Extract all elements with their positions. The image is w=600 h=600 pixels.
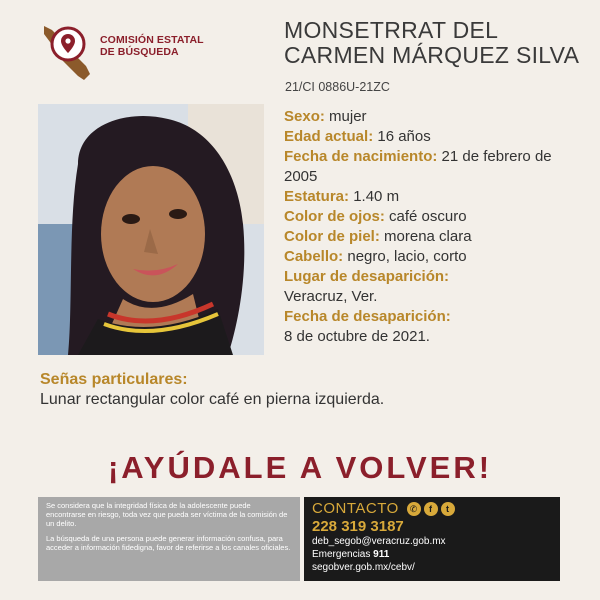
detail-sexo-value: mujer: [329, 108, 367, 125]
emergency-label: Emergencias: [312, 549, 371, 560]
detail-ojos-label: Color de ojos:: [284, 208, 385, 225]
detail-piel-value: morena clara: [384, 228, 472, 245]
detail-fecha: [284, 307, 584, 347]
person-details: [284, 107, 584, 347]
twitter-icon[interactable]: t: [441, 502, 455, 516]
detail-fecha-label: Fecha de desaparición:: [284, 308, 451, 325]
contact-website[interactable]: segobver.gob.mx/cebv/: [312, 562, 415, 573]
person-photo: [38, 104, 264, 355]
detail-lugar: [284, 267, 584, 307]
detail-cabello-value: negro, lacio, corto: [347, 248, 467, 265]
disclaimer-text-2: La búsqueda de una persona puede generar información confusa, para acceder a información fidedigna, favor de referirse a los canales oficiales.: [46, 534, 291, 552]
agency-logo: [38, 22, 238, 84]
agency-name-line1: COMISIÓN ESTATAL: [100, 34, 204, 46]
distinguishing-marks: [40, 370, 580, 410]
detail-sexo-label: Sexo:: [284, 108, 325, 125]
detail-cabello: [284, 247, 584, 267]
contact-header: [312, 500, 552, 517]
detail-nacimiento: [284, 147, 584, 187]
detail-nacimiento-value: 21 de febrero de 2005: [284, 148, 552, 185]
detail-fecha-value: 8 de octubre de 2021.: [284, 328, 430, 345]
contact-email[interactable]: deb_segob@veracruz.gob.mx: [312, 536, 446, 547]
detail-nacimiento-label: Fecha de nacimiento:: [284, 148, 438, 165]
detail-piel: [284, 227, 584, 247]
detail-lugar-value: Veracruz, Ver.: [284, 288, 378, 305]
senas-value: Lunar rectangular color café en pierna izquierda.: [40, 391, 385, 408]
disclaimer-text-1: Se considera que la integridad física de la adolescente puede encontrarse en riesgo, toda vez que pueda ser víctima de la comisión de un delito.: [46, 501, 288, 528]
person-name: [284, 18, 589, 68]
detail-estatura-value: 1.40 m: [353, 188, 400, 205]
facebook-icon[interactable]: f: [424, 502, 438, 516]
whatsapp-icon[interactable]: ✆: [407, 502, 421, 516]
call-to-action: ¡AYÚDALE A VOLVER!: [107, 450, 493, 485]
detail-estatura: [284, 187, 584, 207]
person-name-line1: MONSETRRAT DEL: [284, 17, 499, 43]
detail-sexo: [284, 107, 584, 127]
social-icons: [407, 502, 455, 516]
contact-box: [304, 497, 560, 581]
contact-title: CONTACTO: [312, 500, 399, 517]
detail-estatura-label: Estatura:: [284, 188, 350, 205]
detail-piel-label: Color de piel:: [284, 228, 380, 245]
detail-cabello-label: Cabello:: [284, 248, 344, 265]
agency-name-line2: DE BÚSQUEDA: [100, 46, 179, 58]
agency-name: [100, 34, 250, 58]
disclaimer-box: [38, 497, 300, 581]
person-name-line2: CARMEN MÁRQUEZ SILVA: [284, 42, 580, 68]
senas-label: Señas particulares:: [40, 371, 188, 388]
detail-lugar-label: Lugar de desaparición:: [284, 268, 450, 285]
veracruz-map-pin-icon: [38, 22, 96, 84]
detail-edad: [284, 127, 584, 147]
person-photo-illustration: [38, 104, 264, 355]
case-folio: 21/CI 0886U-21ZC: [285, 80, 390, 94]
contact-emergency: [312, 548, 552, 561]
emergency-number[interactable]: 911: [373, 549, 390, 560]
detail-edad-label: Edad actual:: [284, 128, 374, 145]
detail-ojos: [284, 207, 584, 227]
contact-phone[interactable]: 228 319 3187: [312, 518, 404, 535]
detail-edad-value: 16 años: [377, 128, 431, 145]
detail-ojos-value: café oscuro: [389, 208, 467, 225]
